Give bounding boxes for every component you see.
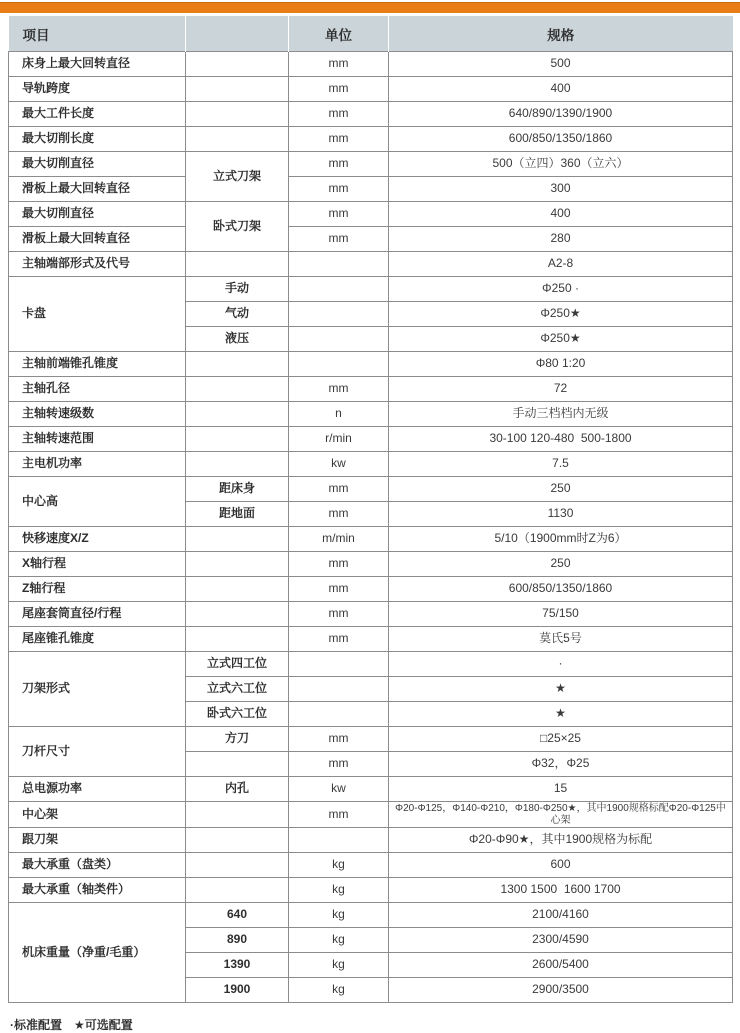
spec-cell: ★	[389, 702, 733, 727]
spec-cell: 250	[389, 477, 733, 502]
unit-cell: r/min	[289, 427, 389, 452]
item-cell: 主轴转速范围	[9, 427, 186, 452]
spec-cell: 300	[389, 177, 733, 202]
spec-cell: A2-8	[389, 252, 733, 277]
sub-cell	[186, 77, 289, 102]
item-cell: 主轴转速级数	[9, 402, 186, 427]
item-cell: 刀杆尺寸	[9, 727, 186, 777]
sub-cell: 手动	[186, 277, 289, 302]
spec-cell: Φ20-Φ125，Φ140-Φ210，Φ180-Φ250★，其中1900规格标配Φ20-Φ125中心架	[389, 802, 733, 828]
sub-cell	[186, 552, 289, 577]
item-cell: 最大承重（轴类件）	[9, 878, 186, 903]
column-header-item: 项目	[9, 16, 186, 52]
item-cell: 总电源功率	[9, 777, 186, 802]
sub-cell	[186, 102, 289, 127]
table-row	[9, 878, 733, 903]
table-row	[9, 577, 733, 602]
item-cell: 主轴前端锥孔锥度	[9, 352, 186, 377]
sub-cell	[186, 377, 289, 402]
table-row	[9, 427, 733, 452]
unit-cell	[289, 327, 389, 352]
sub-cell	[186, 252, 289, 277]
unit-cell	[289, 652, 389, 677]
table-row	[9, 402, 733, 427]
unit-cell: mm	[289, 202, 389, 227]
unit-cell: mm	[289, 52, 389, 77]
spec-cell: 15	[389, 777, 733, 802]
table-row	[9, 77, 733, 102]
item-cell: 中心高	[9, 477, 186, 527]
unit-cell: m/min	[289, 527, 389, 552]
unit-cell: mm	[289, 127, 389, 152]
sub-cell: 1390	[186, 953, 289, 978]
spec-cell: 7.5	[389, 452, 733, 477]
unit-cell: kg	[289, 978, 389, 1003]
table-row	[9, 527, 733, 552]
table-row	[9, 102, 733, 127]
sub-cell	[186, 878, 289, 903]
sub-cell	[186, 752, 289, 777]
unit-cell: kg	[289, 903, 389, 928]
spec-table-body	[9, 52, 733, 1003]
unit-cell: mm	[289, 102, 389, 127]
unit-cell: mm	[289, 602, 389, 627]
unit-cell: mm	[289, 177, 389, 202]
item-cell: 尾座套筒直径/行程	[9, 602, 186, 627]
sub-cell: 卧式刀架	[186, 202, 289, 252]
spec-cell: 2300/4590	[389, 928, 733, 953]
unit-cell: mm	[289, 627, 389, 652]
header-row	[9, 16, 733, 52]
spec-cell: 1300 1500 1600 1700	[389, 878, 733, 903]
column-header-sub	[186, 16, 289, 52]
column-header-spec: 规格	[389, 16, 733, 52]
table-row	[9, 352, 733, 377]
spec-cell: 30-100 120-480 500-1800	[389, 427, 733, 452]
sub-cell	[186, 602, 289, 627]
item-cell: X轴行程	[9, 552, 186, 577]
sub-cell	[186, 52, 289, 77]
spec-cell: 2600/5400	[389, 953, 733, 978]
table-row	[9, 652, 733, 677]
sub-cell	[186, 627, 289, 652]
unit-cell: kg	[289, 853, 389, 878]
item-cell: 最大切削长度	[9, 127, 186, 152]
spec-cell: 手动三档档内无级	[389, 402, 733, 427]
unit-cell: mm	[289, 752, 389, 777]
table-row	[9, 903, 733, 928]
sub-cell: 距地面	[186, 502, 289, 527]
item-cell: 主轴孔径	[9, 377, 186, 402]
table-row	[9, 627, 733, 652]
sub-cell: 内孔	[186, 777, 289, 802]
item-cell: Z轴行程	[9, 577, 186, 602]
spec-cell: Φ250 ·	[389, 277, 733, 302]
table-row	[9, 727, 733, 752]
item-cell: 滑板上最大回转直径	[9, 177, 186, 202]
sub-cell	[186, 127, 289, 152]
unit-cell: mm	[289, 727, 389, 752]
unit-cell: n	[289, 402, 389, 427]
unit-cell: mm	[289, 802, 389, 828]
unit-cell	[289, 252, 389, 277]
sub-cell	[186, 577, 289, 602]
sub-cell: 890	[186, 928, 289, 953]
table-row	[9, 452, 733, 477]
spec-cell: ·	[389, 652, 733, 677]
spec-cell: 72	[389, 377, 733, 402]
unit-cell: mm	[289, 477, 389, 502]
sub-cell: 距床身	[186, 477, 289, 502]
spec-cell: 500	[389, 52, 733, 77]
spec-cell: 400	[389, 202, 733, 227]
sub-cell: 1900	[186, 978, 289, 1003]
table-row	[9, 152, 733, 177]
spec-cell: 400	[389, 77, 733, 102]
spec-table	[8, 16, 733, 1003]
item-cell: 快移速度X/Z	[9, 527, 186, 552]
sub-cell: 液压	[186, 327, 289, 352]
unit-cell: mm	[289, 577, 389, 602]
table-row	[9, 552, 733, 577]
spec-cell: 75/150	[389, 602, 733, 627]
table-row	[9, 802, 733, 828]
spec-cell: Φ80 1:20	[389, 352, 733, 377]
sub-cell	[186, 427, 289, 452]
spec-cell: ★	[389, 677, 733, 702]
unit-cell: mm	[289, 227, 389, 252]
spec-cell: 600/850/1350/1860	[389, 577, 733, 602]
item-cell: 卡盘	[9, 277, 186, 352]
table-row	[9, 777, 733, 802]
item-cell: 刀架形式	[9, 652, 186, 727]
spec-cell: Φ32，Φ25	[389, 752, 733, 777]
spec-cell: 5/10（1900mm时Z为6）	[389, 527, 733, 552]
item-cell: 尾座锥孔锥度	[9, 627, 186, 652]
spec-cell: Φ250★	[389, 327, 733, 352]
table-row	[9, 252, 733, 277]
sub-cell: 立式四工位	[186, 652, 289, 677]
sub-cell	[186, 352, 289, 377]
item-cell: 滑板上最大回转直径	[9, 227, 186, 252]
spec-cell: 600/850/1350/1860	[389, 127, 733, 152]
item-cell: 跟刀架	[9, 828, 186, 853]
unit-cell: mm	[289, 502, 389, 527]
item-cell: 机床重量（净重/毛重）	[9, 903, 186, 1003]
spec-cell: 280	[389, 227, 733, 252]
sub-cell	[186, 828, 289, 853]
spec-cell: 莫氏5号	[389, 627, 733, 652]
unit-cell	[289, 277, 389, 302]
column-header-unit: 单位	[289, 16, 389, 52]
legend-note: ·标准配置 ★可选配置	[10, 1018, 133, 1032]
item-cell: 最大切削直径	[9, 152, 186, 177]
sub-cell	[186, 402, 289, 427]
sub-cell: 立式六工位	[186, 677, 289, 702]
table-row	[9, 377, 733, 402]
item-cell: 床身上最大回转直径	[9, 52, 186, 77]
unit-cell: mm	[289, 77, 389, 102]
unit-cell: kw	[289, 777, 389, 802]
spec-cell: 250	[389, 552, 733, 577]
unit-cell	[289, 828, 389, 853]
spec-cell: 640/890/1390/1900	[389, 102, 733, 127]
item-cell: 导轨跨度	[9, 77, 186, 102]
table-row	[9, 277, 733, 302]
table-row	[9, 828, 733, 853]
table-row	[9, 602, 733, 627]
sub-cell: 640	[186, 903, 289, 928]
table-row	[9, 202, 733, 227]
unit-cell	[289, 702, 389, 727]
item-cell: 最大工件长度	[9, 102, 186, 127]
unit-cell	[289, 677, 389, 702]
spec-sheet	[0, 2, 740, 1032]
sub-cell: 卧式六工位	[186, 702, 289, 727]
item-cell: 最大承重（盘类）	[9, 853, 186, 878]
spec-cell: 2900/3500	[389, 978, 733, 1003]
spec-cell: 1130	[389, 502, 733, 527]
sub-cell	[186, 527, 289, 552]
unit-cell: kg	[289, 928, 389, 953]
sub-cell: 立式刀架	[186, 152, 289, 202]
sub-cell: 气动	[186, 302, 289, 327]
unit-cell: mm	[289, 377, 389, 402]
unit-cell: mm	[289, 152, 389, 177]
unit-cell	[289, 352, 389, 377]
unit-cell: kg	[289, 878, 389, 903]
table-row	[9, 227, 733, 252]
unit-cell: kw	[289, 452, 389, 477]
spec-cell: Φ20-Φ90★，其中1900规格为标配	[389, 828, 733, 853]
item-cell: 主轴端部形式及代号	[9, 252, 186, 277]
sub-cell	[186, 853, 289, 878]
table-row	[9, 477, 733, 502]
sub-cell	[186, 452, 289, 477]
item-cell: 中心架	[9, 802, 186, 828]
unit-cell: kg	[289, 953, 389, 978]
table-row	[9, 853, 733, 878]
sub-cell	[186, 802, 289, 828]
spec-cell: 500（立四）360（立六）	[389, 152, 733, 177]
unit-cell: mm	[289, 552, 389, 577]
accent-bar	[0, 2, 740, 13]
item-cell: 最大切削直径	[9, 202, 186, 227]
item-cell: 主电机功率	[9, 452, 186, 477]
spec-cell: 600	[389, 853, 733, 878]
table-row	[9, 127, 733, 152]
spec-cell: □25×25	[389, 727, 733, 752]
sub-cell: 方刀	[186, 727, 289, 752]
spec-cell: 2100/4160	[389, 903, 733, 928]
unit-cell	[289, 302, 389, 327]
spec-cell: Φ250★	[389, 302, 733, 327]
table-row	[9, 177, 733, 202]
table-row	[9, 52, 733, 77]
